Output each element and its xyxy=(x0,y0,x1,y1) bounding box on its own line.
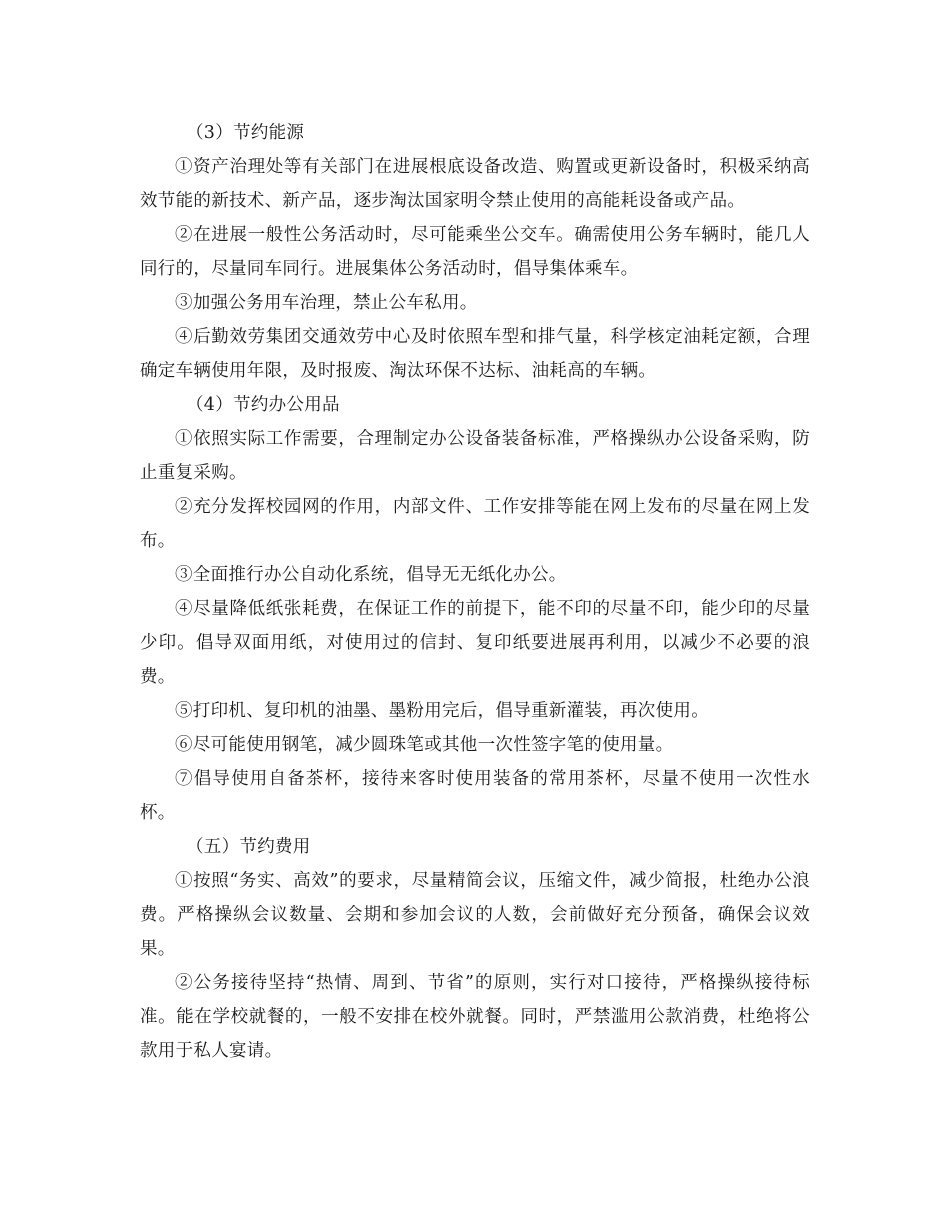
paragraph: ③全面推行办公自动化系统，倡导无无纸化办公。 xyxy=(175,565,567,585)
paragraph: ①资产治理处等有关部门在进展根底设备改造、购置或更新设备时，积极采纳高效节能的新技术、新产品，逐步淘汰国家明令禁止使用的高能耗设备或产品。 xyxy=(140,157,810,211)
paragraph: ③加强公务用车治理，禁止公车私用。 xyxy=(175,293,478,313)
paragraph: ⑦倡导使用自备茶杯，接待来客时使用装备的常用茶杯，尽量不使用一次性水杯。 xyxy=(140,769,810,823)
paragraph: ④后勤效劳集团交通效劳中心及时依照车型和排气量，科学核定油耗定额，合理确定车辆使用年限，及时报废、淘汰环保不达标、油耗高的车辆。 xyxy=(140,327,810,381)
paragraph: ②充分发挥校园网的作用，内部文件、工作安排等能在网上发布的尽量在网上发布。 xyxy=(140,497,810,551)
section-heading-expenses: （五）节约费用 xyxy=(186,837,311,857)
paragraph: ①依照实际工作需要，合理制定办公设备装备标准，严格操纵办公设备采购，防止重复采购。 xyxy=(140,429,810,483)
paragraph: ①按照“务实、高效”的要求，尽量精简会议，压缩文件，减少简报，杜绝办公浪费。严格操纵会议数量、会期和参加会议的人数，会前做好充分预备，确保会议效果。 xyxy=(140,871,810,959)
paragraph: ⑤打印机、复印机的油墨、墨粉用完后，倡导重新灌装，再次使用。 xyxy=(175,701,709,721)
section-heading-office-supplies: （4）节约办公用品 xyxy=(186,395,340,415)
paragraph: ④尽量降低纸张耗费，在保证工作的前提下，能不印的尽量不印，能少印的尽量少印。倡导双面用纸，对使用过的信封、复印纸要进展再利用，以减少不必要的浪费。 xyxy=(140,599,810,687)
section-heading-energy: （3）节约能源 xyxy=(186,123,305,143)
document-body xyxy=(140,116,810,1068)
paragraph: ⑥尽可能使用钢笔，减少圆珠笔或其他一次性签字笔的使用量。 xyxy=(175,735,674,755)
paragraph: ②公务接待坚持“热情、周到、节省”的原则，实行对口接待，严格操纵接待标准。能在学校就餐的，一般不安排在校外就餐。同时，严禁滥用公款消费，杜绝将公款用于私人宴请。 xyxy=(140,973,810,1061)
paragraph: ②在进展一般性公务活动时，尽可能乘坐公交车。确需使用公务车辆时，能几人同行的，尽量同车同行。进展集体公务活动时，倡导集体乘车。 xyxy=(140,225,810,279)
